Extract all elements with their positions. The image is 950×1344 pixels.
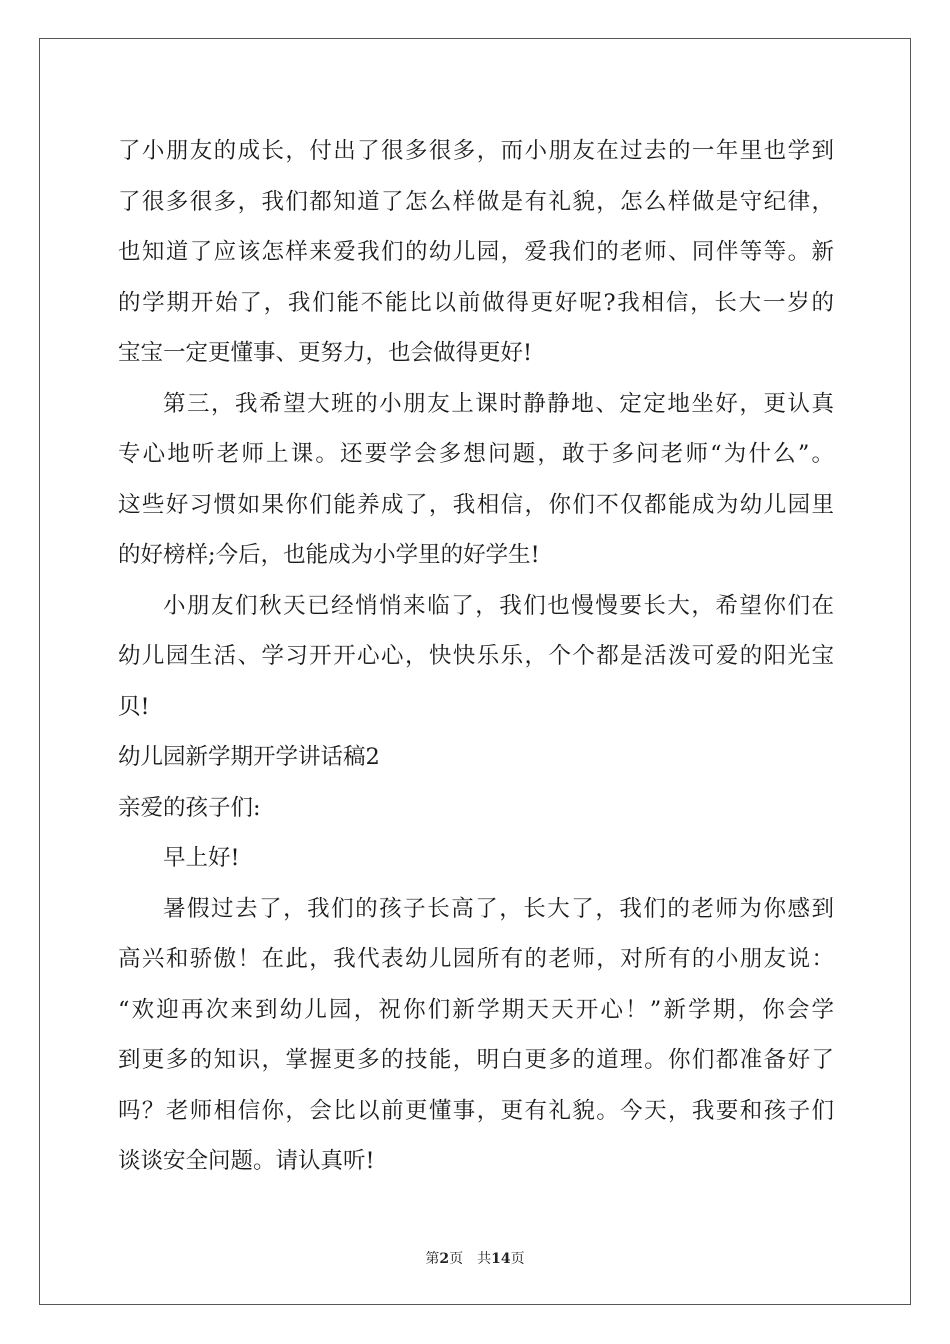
text-line: 谈谈安全问题。请认真听!: [118, 1148, 375, 1174]
section-heading: 幼儿园新学期开学讲话稿2: [118, 744, 380, 770]
text-line: 吗？老师相信你，会比以前更懂事，更有礼貌。今天，我要和孩子们: [118, 1097, 834, 1124]
page-prefix: 第: [425, 1251, 440, 1267]
greeting: 早上好!: [163, 845, 240, 871]
page-number: 2: [439, 1251, 450, 1267]
total-pages: 14: [491, 1251, 511, 1267]
total-prefix: 共: [477, 1251, 492, 1267]
text-line: 也知道了应该怎样来爱我们的幼儿园，爱我们的老师、同伴等等。新: [118, 239, 834, 265]
text-line: 专心地听老师上课。还要学会多想问题，敢于多问老师“为什么”。: [118, 441, 834, 467]
text-line: 到更多的知识，掌握更多的技能，明白更多的道理。你们都准备好了: [118, 1047, 834, 1073]
paragraph-start-line: 小朋友们秋天已经悄悄来临了，我们也慢慢要长大，希望你们在: [163, 592, 834, 619]
text-line: 贝!: [118, 693, 150, 720]
text-line: 幼儿园生活、学习开开心心，快快乐乐，个个都是活泼可爱的阳光宝: [118, 643, 834, 669]
text-line: 的好榜样;今后，也能成为小学里的好学生!: [118, 542, 540, 568]
document-body: [118, 126, 834, 1187]
text-line: “欢迎再次来到幼儿园，祝你们新学期天天开心！”新学期，你会学: [118, 996, 834, 1023]
text-line: 的学期开始了，我们能不能比以前做得更好呢?我相信，长大一岁的: [118, 289, 834, 316]
total-suffix: 页: [510, 1251, 525, 1267]
page-suffix: 页: [449, 1251, 464, 1267]
text-line: 这些好习惯如果你们能养成了，我相信，你们不仅都能成为幼儿园里: [118, 491, 834, 518]
paragraph-start-line: 暑假过去了，我们的孩子长高了，长大了，我们的老师为你感到: [163, 895, 834, 922]
paragraph-start-line: 第三，我希望大班的小朋友上课时静静地、定定地坐好，更认真: [163, 390, 834, 417]
text-line: 了小朋友的成长，付出了很多很多，而小朋友在过去的一年里也学到: [118, 138, 834, 164]
page-footer: [0, 1248, 950, 1268]
text-line: 宝宝一定更懂事、更努力，也会做得更好!: [118, 340, 533, 366]
text-line: 高兴和骄傲！在此，我代表幼儿园所有的老师，对所有的小朋友说：: [118, 946, 834, 972]
salutation: 亲爱的孩子们:: [118, 794, 261, 821]
text-line: 了很多很多，我们都知道了怎么样做是有礼貌，怎么样做是守纪律，: [118, 188, 834, 215]
